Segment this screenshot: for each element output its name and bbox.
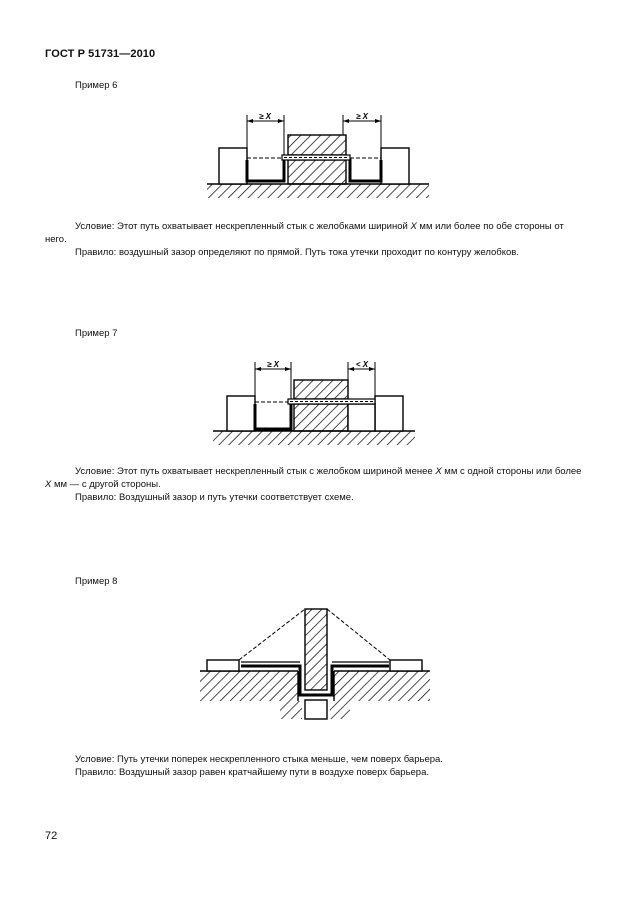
lower-right-block [330, 701, 350, 719]
dim-right-label: < X [355, 360, 369, 369]
example-6-figure [0, 100, 630, 200]
dim-right-label: ≥ X [356, 112, 368, 121]
example-7-condition: Условие: Этот путь охватывает нескрепленный стык с желобком шириной менее X мм с одной стороны или более X мм — с другой стороны. [45, 466, 582, 490]
lower-left-block [280, 701, 302, 719]
slot-bottom [305, 700, 327, 719]
dim-left-label: ≥ X [267, 360, 279, 369]
example-7-rule: Правило: Воздушный зазор и путь утечки соответствует схеме. [75, 492, 354, 503]
base-center [288, 160, 346, 184]
example-8-rule: Правило: Воздушный зазор равен кратчайшему пути в воздухе поверх барьера. [75, 767, 430, 778]
dim-left-label: ≥ X [259, 112, 271, 121]
ground-right [334, 671, 430, 701]
air-gap-left [239, 609, 305, 660]
block-right-inner [348, 404, 375, 431]
example-6-label: Пример 6 [75, 80, 118, 91]
groove-right [350, 158, 381, 181]
ground-hatch [213, 431, 415, 445]
example-6-condition: Условие: Этот путь охватывает нескрепленный стык с желобками шириной X мм или более по обе стороны от него. [45, 221, 564, 245]
top-piece [294, 380, 348, 399]
example-8-label: Пример 8 [75, 576, 118, 587]
example-8-condition: Условие: Путь утечки поперек нескрепленного стыка меньше, чем поверх барьера. [75, 754, 443, 765]
top-piece [288, 135, 346, 155]
block-right-outer [375, 396, 403, 431]
groove-left [247, 158, 284, 181]
document-header: ГОСТ Р 51731—2010 [45, 48, 156, 60]
page-number: 72 [45, 830, 58, 842]
plate-right [390, 660, 422, 671]
plate-left [207, 660, 239, 671]
barrier [305, 609, 327, 690]
block-right-outer [381, 148, 409, 184]
ground-left [200, 671, 298, 701]
block-left-outer [219, 148, 247, 184]
example-8-figure [0, 600, 630, 730]
air-gap-right [327, 609, 390, 660]
example-7-label: Пример 7 [75, 328, 118, 339]
groove-left [255, 402, 291, 429]
block-left-outer [227, 396, 255, 431]
ground-hatch [207, 184, 429, 198]
example-6-rule: Правило: воздушный зазор определяют по прямой. Путь тока утечки проходит по контуру желобков. [75, 247, 519, 258]
base-center [294, 404, 348, 431]
example-7-figure [0, 350, 630, 450]
